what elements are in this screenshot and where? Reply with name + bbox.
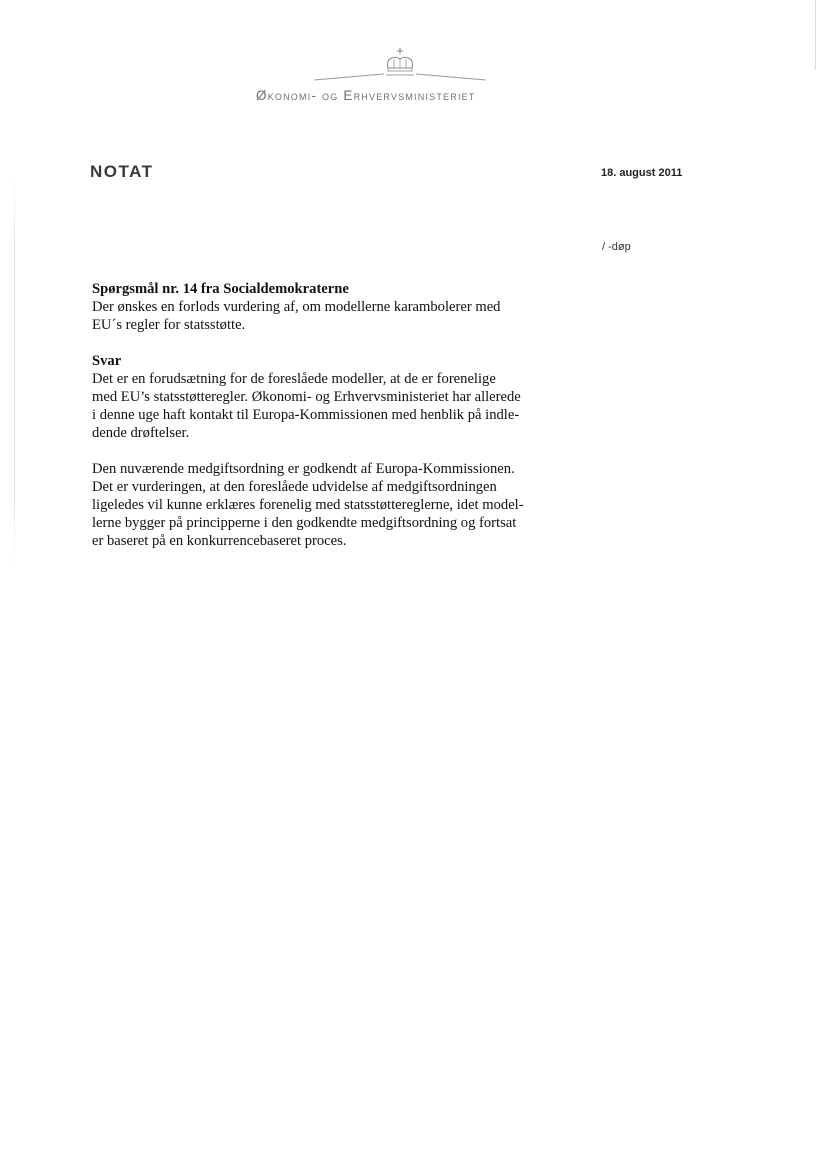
document-reference: / -døp	[602, 241, 631, 253]
answer-paragraph-line: Det er vurderingen, at den foreslåede udvidelse af medgiftsordningen	[92, 479, 497, 495]
scan-edge	[815, 0, 816, 70]
document-type-label: NOTAT	[90, 162, 154, 181]
answer-heading: Svar	[92, 353, 122, 369]
question-heading: Spørgsmål nr. 14 fra Socialdemokraterne	[92, 281, 349, 297]
document-date: 18. august 2011	[601, 167, 683, 179]
answer-paragraph-2	[92, 460, 556, 550]
question-line: EU´s regler for statsstøtte.	[92, 317, 246, 333]
answer-section	[92, 352, 556, 442]
scan-edge	[14, 170, 15, 570]
question-line: Der ønskes en forlods vurdering af, om modellerne karambolerer med	[92, 299, 501, 315]
answer-paragraph-line: dende drøftelser.	[92, 425, 190, 441]
answer-paragraph-line: i denne uge haft kontakt til Europa-Kommissionen med henblik på indle-	[92, 407, 520, 423]
memo-body	[92, 280, 556, 568]
answer-paragraph-line: Det er en forudsætning for de foreslåede modeller, at de er forenelige	[92, 371, 496, 387]
answer-paragraph-line: Den nuværende medgiftsordning er godkendt af Europa-Kommissionen.	[92, 461, 515, 477]
question-section	[92, 280, 556, 334]
ministry-name: Økonomi- og Erhvervsministeriet	[256, 88, 476, 103]
royal-crown-icon	[314, 46, 486, 86]
answer-paragraph-line: lerne bygger på principperne i den godkendte medgiftsordning og fortsat	[92, 515, 517, 531]
answer-paragraph-line: ligeledes vil kunne erklæres forenelig med statsstøttereglerne, idet model-	[92, 497, 524, 513]
answer-paragraph-line: med EU’s statsstøtteregler. Økonomi- og Erhvervsministeriet har allerede	[92, 389, 521, 405]
answer-paragraph-line: er baseret på en konkurrencebaseret proces.	[92, 533, 347, 549]
